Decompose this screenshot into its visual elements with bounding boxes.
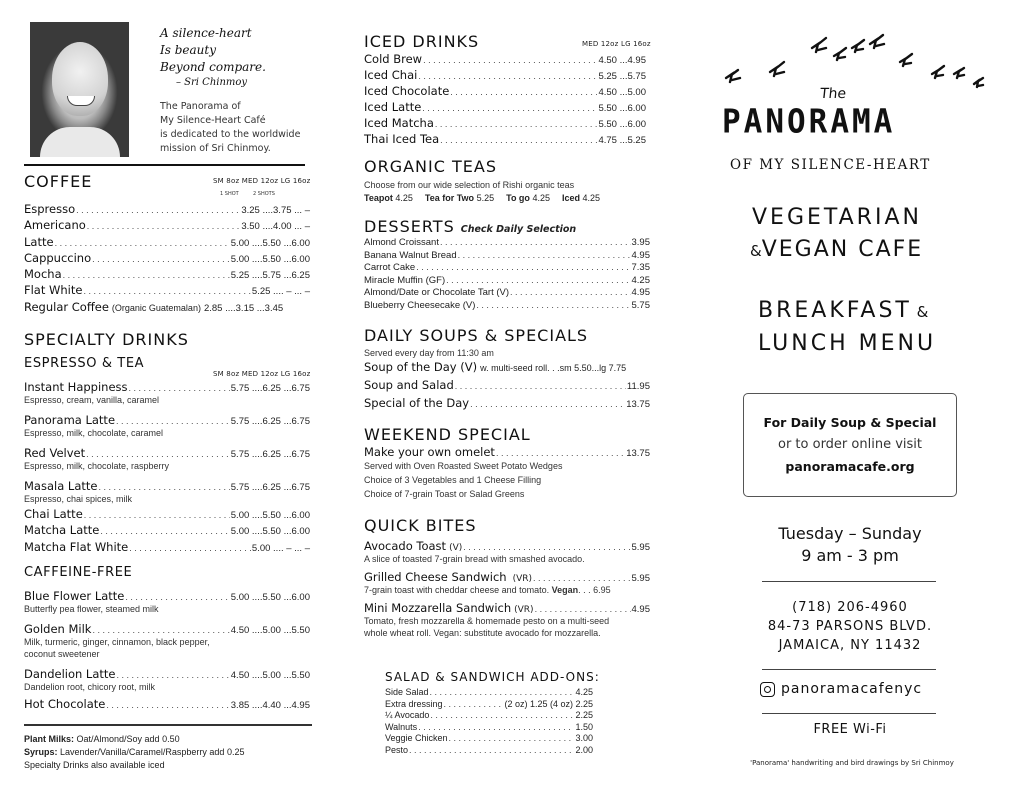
- menu-item: Flat White . . . 5.25 .... – ... –: [24, 283, 310, 299]
- logo-the: The: [819, 86, 847, 102]
- specialty-title: SPECIALTY DRINKS: [24, 330, 189, 349]
- menu-item: Walnuts . . . 1.50: [385, 722, 593, 734]
- menu-item: Panorama Latte . . . 5.75 ....6.25 ...6.75: [24, 413, 310, 427]
- menu-item: Soup of the Day (V) w. multi-seed roll. . .sm 5.50...lg 7.75: [364, 360, 627, 374]
- menu-item: Iced Chocolate . . . 4.50 ...5.00: [364, 84, 646, 100]
- menu-item: Almond Croissant . . . 3.95: [364, 237, 650, 250]
- organic-teas-title: ORGANIC TEAS: [364, 157, 497, 176]
- caffeine-free-title: CAFFEINE-FREE: [24, 565, 133, 580]
- panorama-logo: [722, 30, 992, 180]
- credit-note: 'Panorama' handwriting and bird drawings by Sri Chinmoy: [750, 759, 954, 767]
- menu-item: Carrot Cake . . . 7.35: [364, 262, 650, 275]
- addons-list: [385, 687, 593, 757]
- logo-panorama: PANORAMA: [722, 103, 896, 141]
- menu-item: Masala Latte . . . 5.75 ....6.25 ...6.75: [24, 479, 310, 493]
- instagram-handle: panoramacafenyc: [760, 681, 922, 697]
- menu-item: Side Salad . . . 4.25: [385, 687, 593, 699]
- menu-heading: BREAKFAST & LUNCH MENU: [758, 298, 937, 356]
- opening-hours: Tuesday – Sunday 9 am - 3 pm: [778, 524, 922, 565]
- birds-drawing-icon: [722, 30, 992, 100]
- menu-item: Miracle Muffin (GF) . . . 4.25: [364, 275, 650, 288]
- dedication-header: [30, 22, 320, 162]
- logo-subtitle: OF MY SILENCE-HEART: [730, 157, 931, 173]
- menu-item: Iced Matcha . . . 5.50 ...6.00: [364, 116, 646, 132]
- weekend-title: WEEKEND SPECIAL: [364, 425, 531, 444]
- menu-item: Iced Latte . . . 5.50 ...6.00: [364, 100, 646, 116]
- desserts-header: [364, 217, 576, 236]
- city-address: JAMAICA, NY 11432: [778, 638, 922, 653]
- iced-drinks-title: ICED DRINKS: [364, 32, 480, 51]
- menu-item: Golden Milk . . . 4.50 ....5.00 ...5.50: [24, 622, 310, 636]
- caffeine-free-list: Blue Flower Latte . . . 5.00 ....5.50 ...6.00 Butterfly pea flower, steamed milk Golden Milk . . . 4.50 ....5.00 ...5.50 Milk, turmeric, ginger, cinnamon, black pepper, coconut sweetener Dandelion Latte . . . 4.50 ....5.00 ...5.50 Dandelion root, chicory root, milk Hot Chocolate . . . 3.85 ....4.40 ...4.95: [24, 589, 310, 711]
- specialty-sizes: SM 8oz MED 12oz LG 16oz: [213, 370, 311, 378]
- menu-item: Cold Brew . . . 4.50 ...4.95: [364, 52, 646, 68]
- desserts-subtitle: Check Daily Selection: [460, 224, 577, 235]
- divider: [24, 164, 305, 166]
- menu-item: Special of the Day . . . 13.75: [364, 396, 650, 414]
- menu-item: Avocado Toast (V) . . . 5.95: [364, 539, 650, 553]
- menu-item: Blueberry Cheesecake (V) . . . 5.75: [364, 300, 650, 313]
- menu-item: ¼ Avocado . . . 2.25: [385, 710, 593, 722]
- contact-info: [743, 598, 957, 655]
- soups-list: [364, 360, 650, 414]
- shots-1: 1 SHOT: [220, 191, 239, 197]
- divider: [762, 669, 936, 670]
- menu-item: Espresso . . . 3.25 ....3.75 ... –: [24, 202, 310, 218]
- menu-item: Matcha Flat White . . . 5.00 .... – ... –: [24, 540, 310, 556]
- iced-sizes: MED 12oz LG 16oz: [582, 40, 651, 48]
- shots-2: 2 SHOTS: [253, 191, 275, 197]
- menu-item: Regular Coffee (Organic Guatemalan) 2.85 ....3.15 ...3.45: [24, 299, 284, 314]
- menu-item: Banana Walnut Bread . . . 4.95: [364, 250, 650, 263]
- street-address: 84-73 PARSONS BLVD.: [767, 619, 933, 634]
- menu-item: Veggie Chicken . . . 3.00: [385, 733, 593, 745]
- menu-item: Chai Latte . . . 5.00 ....5.50 ...6.00: [24, 507, 310, 523]
- divider: [24, 724, 312, 726]
- menu-item: Americano . . . 3.50 ....4.00 ... –: [24, 218, 310, 234]
- cafe-tagline: VEGETARIAN &VEGAN CAFE: [750, 205, 924, 262]
- addons-title: SALAD & SANDWICH ADD-ONS:: [385, 670, 600, 684]
- menu-item: Cappuccino . . . 5.00 ....5.50 ...6.00: [24, 251, 310, 267]
- menu-item: Dandelion Latte . . . 4.50 ....5.00 ...5.50: [24, 667, 310, 681]
- poem: A silence-heart Is beauty Beyond compare. – Sri Chinmoy: [160, 26, 266, 88]
- menu-item: Soup and Salad . . . 11.95: [364, 378, 650, 396]
- soups-title: DAILY SOUPS & SPECIALS: [364, 326, 589, 345]
- menu-item: Iced Chai . . . 5.25 ...5.75: [364, 68, 646, 84]
- menu-item: Grilled Cheese Sandwich (VR) . . . 5.95: [364, 570, 650, 584]
- soups-description: Served every day from 11:30 am: [364, 348, 494, 358]
- dedication-text: The Panorama of My Silence-Heart Café is dedicated to the worldwide mission of Sri Chinmoy.: [160, 101, 301, 154]
- menu-item: Mocha . . . 5.25 ....5.75 ...6.25: [24, 267, 310, 283]
- website-link[interactable]: panoramacafe.org: [785, 459, 915, 474]
- espresso-tea-title: ESPRESSO & TEA: [24, 356, 145, 371]
- instagram-icon: [760, 682, 775, 697]
- weekend-list: Make your own omelet . . . 13.75 Served with Oven Roasted Sweet Potato Wedges Choice of 3 Vegetables and 1 Cheese Filling Choice of 7-grain Toast or Salad Greens: [364, 445, 650, 501]
- menu-item: Hot Chocolate . . . 3.85 ....4.40 ...4.95: [24, 697, 310, 711]
- tea-options: Teapot 4.25 Tea for Two 5.25 To go 4.25 Iced 4.25: [364, 193, 601, 203]
- phone-number: (718) 206-4960: [792, 600, 908, 615]
- divider: [762, 713, 936, 714]
- menu-item: Extra dressing . . . (2 oz) 1.25 (4 oz) 2.25: [385, 699, 593, 711]
- coffee-sizes: SM 8oz MED 12oz LG 16oz: [213, 177, 311, 185]
- sri-chinmoy-photo: [30, 22, 129, 157]
- poem-attribution: – Sri Chinmoy: [176, 77, 248, 88]
- desserts-list: [364, 237, 650, 313]
- menu-item: Blue Flower Latte . . . 5.00 ....5.50 ...6.00: [24, 589, 310, 603]
- menu-item: Matcha Latte . . . 5.00 ....5.50 ...6.00: [24, 523, 310, 539]
- coffee-list: [24, 202, 310, 316]
- quick-bites-list: Avocado Toast (V) . . . 5.95 A slice of toasted 7-grain bread with smashed avocado. Grilled Cheese Sandwich (VR) . . . 5.95 7-grain toast with cheddar cheese and tomato. Vegan. . . 6.95 Mini Mozzarella Sandwich (VR) . . . 4.95 Tomato, fresh mozzarella & homemade pesto on a multi-seed whole wheat roll. Vegan: substitute avocado for mozzarella.: [364, 539, 650, 639]
- teas-description: Choose from our wide selection of Rishi organic teas: [364, 180, 575, 190]
- iced-list: [364, 52, 646, 148]
- wifi-notice: FREE Wi-Fi: [813, 722, 887, 737]
- menu-item: Thai Iced Tea . . . 4.75 ...5.25: [364, 132, 646, 148]
- online-order-box: For Daily Soup & Special or to order online visit panoramacafe.org: [743, 393, 957, 497]
- menu-item: Instant Happiness . . . 5.75 ....6.25 ...6.75: [24, 380, 310, 394]
- coffee-title: COFFEE: [24, 172, 93, 191]
- espresso-tea-list: Instant Happiness . . . 5.75 ....6.25 ...6.75 Espresso, cream, vanilla, caramel Panorama Latte . . . 5.75 ....6.25 ...6.75 Espresso, milk, chocolate, caramel Red Velvet . . . 5.75 ....6.25 ...6.75 Espresso, milk, chocolate, raspberry Masala Latte . . . 5.75 ....6.25 ...6.75 Espresso, chai spices, milk Chai Latte . . . 5.00 ....5.50 ...6.00 Matcha Latte . . . 5.00 ....5.50 ...6.00 Matcha Flat White . . . 5.00 .... – ... –: [24, 380, 310, 556]
- menu-item: Mini Mozzarella Sandwich (VR) . . . 4.95: [364, 601, 650, 615]
- divider: [762, 581, 936, 582]
- menu-item: Red Velvet . . . 5.75 ....6.25 ...6.75: [24, 446, 310, 460]
- menu-item: Almond/Date or Chocolate Tart (V) . . . 4.95: [364, 287, 650, 300]
- desserts-title: DESSERTS: [364, 217, 455, 236]
- menu-item: Pesto . . . 2.00: [385, 745, 593, 757]
- menu-item: Make your own omelet . . . 13.75: [364, 445, 650, 459]
- menu-item: Latte . . . 5.00 ....5.50 ...6.00: [24, 235, 310, 251]
- quick-bites-title: QUICK BITES: [364, 516, 477, 535]
- specialty-footnotes: Plant Milks: Oat/Almond/Soy add 0.50 Syrups: Lavender/Vanilla/Caramel/Raspberry add 0.25 Specialty Drinks also available iced: [24, 734, 245, 770]
